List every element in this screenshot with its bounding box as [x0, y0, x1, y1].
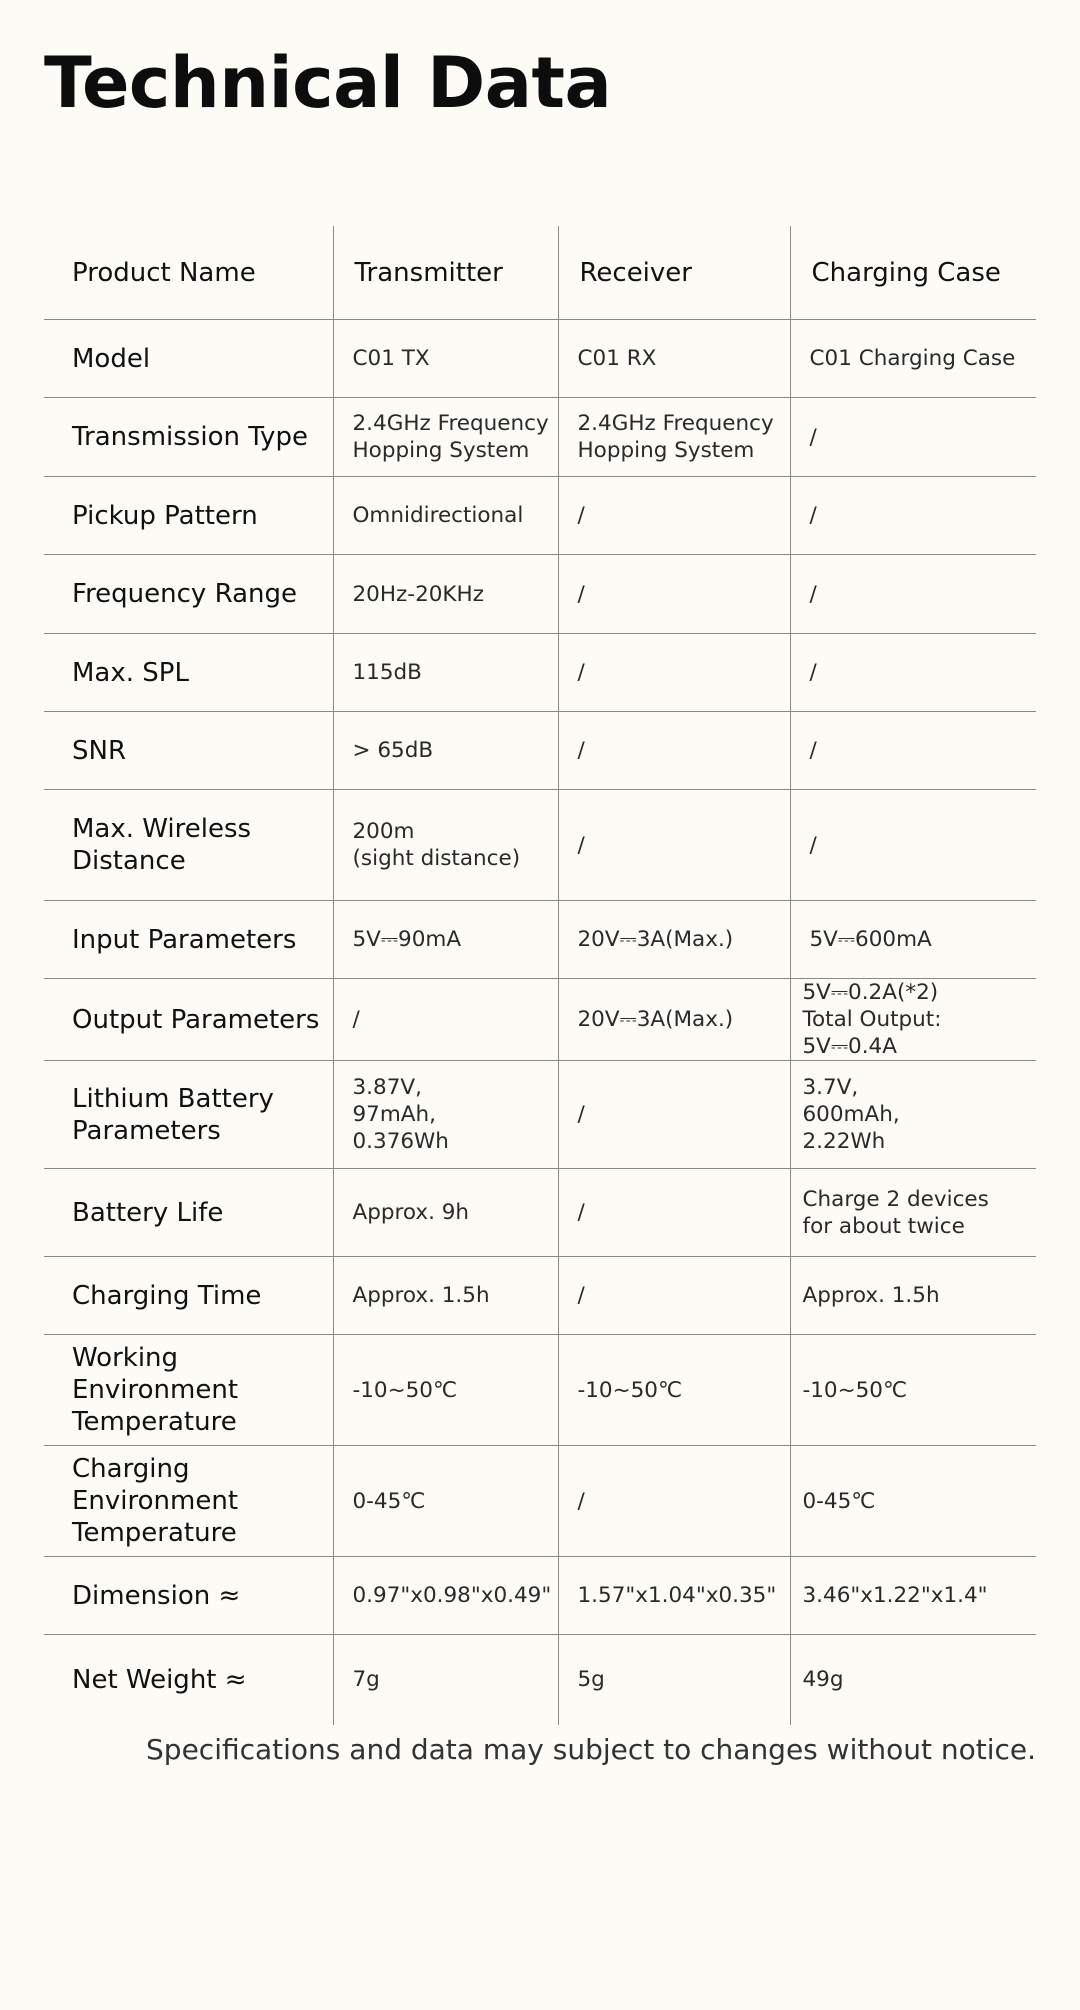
cell-charging-case: / — [790, 712, 1036, 790]
row-label: Net Weight ≈ — [72, 1664, 247, 1695]
table-row — [44, 901, 1036, 979]
cell-receiver: -10~50℃ — [558, 1335, 790, 1446]
row-label: Max. Wireless Distance — [44, 790, 333, 901]
cell-charging-case: 5V⎓0.2A(*2) Total Output: 5V⎓0.4A — [790, 979, 1036, 1061]
row-label: Charging Environment Temperature — [44, 1446, 333, 1557]
cell-charging-case: / — [790, 555, 1036, 634]
table-row — [44, 555, 1036, 634]
cell-charging-case: 0-45℃ — [790, 1446, 1036, 1557]
table-row — [44, 1257, 1036, 1335]
cell-charging-case: Charge 2 devices for about twice — [790, 1169, 1036, 1257]
cell-receiver: / — [558, 1257, 790, 1335]
row-label: SNR — [44, 712, 333, 790]
spec-table — [44, 226, 1036, 1725]
table-row — [44, 1635, 1036, 1725]
row-label: Pickup Pattern — [44, 477, 333, 555]
cell-receiver: 1.57"x1.04"x0.35" — [558, 1557, 790, 1635]
row-label: Dimension ≈ — [44, 1557, 333, 1635]
row-label: Input Parameters — [44, 901, 333, 979]
cell-transmitter: 0-45℃ — [333, 1446, 558, 1557]
cell-transmitter: 20Hz-20KHz — [333, 555, 558, 634]
cell-charging-case: 5V⎓600mA — [790, 901, 1036, 979]
cell-transmitter: Omnidirectional — [333, 477, 558, 555]
cell-receiver: / — [558, 555, 790, 634]
cell-transmitter: -10~50℃ — [333, 1335, 558, 1446]
cell-transmitter: 2.4GHz Frequency Hopping System — [333, 398, 558, 477]
row-label: Frequency Range — [44, 555, 333, 634]
cell-charging-case: 49g — [790, 1635, 1036, 1725]
table-row — [44, 1557, 1036, 1635]
row-label: Model — [44, 320, 333, 398]
row-label: Lithium Battery Parameters — [44, 1061, 333, 1169]
cell-transmitter: Approx. 1.5h — [333, 1257, 558, 1335]
cell-receiver: / — [558, 1446, 790, 1557]
cell-receiver: / — [558, 712, 790, 790]
cell-charging-case: 3.7V, 600mAh, 2.22Wh — [790, 1061, 1036, 1169]
row-label: Output Parameters — [44, 979, 333, 1061]
table-row — [44, 1335, 1036, 1446]
cell-charging-case: Approx. 1.5h — [790, 1257, 1036, 1335]
table-row — [44, 1061, 1036, 1169]
cell-transmitter: > 65dB — [333, 712, 558, 790]
page-title: Technical Data — [44, 42, 612, 124]
cell-receiver: 20V⎓3A(Max.) — [558, 901, 790, 979]
table-row — [44, 634, 1036, 712]
cell-transmitter: 5V⎓90mA — [333, 901, 558, 979]
cell-receiver: / — [558, 790, 790, 901]
cell-receiver: 5g — [558, 1635, 790, 1725]
cell-transmitter: 7g — [333, 1635, 558, 1725]
table-row — [44, 979, 1036, 1061]
cell-receiver: / — [558, 477, 790, 555]
cell-charging-case: 3.46"x1.22"x1.4" — [790, 1557, 1036, 1635]
cell-receiver: / — [558, 1061, 790, 1169]
table-row — [44, 1446, 1036, 1557]
cell-charging-case: C01 Charging Case — [790, 320, 1036, 398]
cell-charging-case: / — [790, 790, 1036, 901]
table-row — [44, 790, 1036, 901]
cell-charging-case: / — [790, 398, 1036, 477]
cell-transmitter: Approx. 9h — [333, 1169, 558, 1257]
header-receiver: Receiver — [558, 226, 790, 320]
cell-transmitter: 115dB — [333, 634, 558, 712]
table-row — [44, 320, 1036, 398]
table-row — [44, 477, 1036, 555]
table-row — [44, 1169, 1036, 1257]
header-charging-case: Charging Case — [790, 226, 1036, 320]
row-label: Max. SPL — [44, 634, 333, 712]
cell-transmitter: 200m (sight distance) — [333, 790, 558, 901]
table-row — [44, 712, 1036, 790]
cell-charging-case: -10~50℃ — [790, 1335, 1036, 1446]
cell-transmitter: / — [333, 979, 558, 1061]
row-label: Battery Life — [44, 1169, 333, 1257]
table-row — [44, 398, 1036, 477]
table-header-row — [44, 226, 1036, 320]
cell-charging-case: / — [790, 634, 1036, 712]
row-label: Charging Time — [44, 1257, 333, 1335]
row-label: Working Environment Temperature — [44, 1335, 333, 1446]
disclaimer-note: Specifications and data may subject to changes without notice. — [146, 1733, 1036, 1766]
cell-receiver: C01 RX — [558, 320, 790, 398]
cell-transmitter: C01 TX — [333, 320, 558, 398]
cell-receiver: / — [558, 634, 790, 712]
header-product-name: Product Name — [44, 226, 333, 320]
cell-transmitter: 0.97"x0.98"x0.49" — [333, 1557, 558, 1635]
cell-receiver: / — [558, 1169, 790, 1257]
cell-charging-case: / — [790, 477, 1036, 555]
cell-receiver: 2.4GHz Frequency Hopping System — [558, 398, 790, 477]
row-label: Transmission Type — [44, 398, 333, 477]
header-transmitter: Transmitter — [333, 226, 558, 320]
cell-receiver: 20V⎓3A(Max.) — [558, 979, 790, 1061]
cell-transmitter: 3.87V, 97mAh, 0.376Wh — [333, 1061, 558, 1169]
